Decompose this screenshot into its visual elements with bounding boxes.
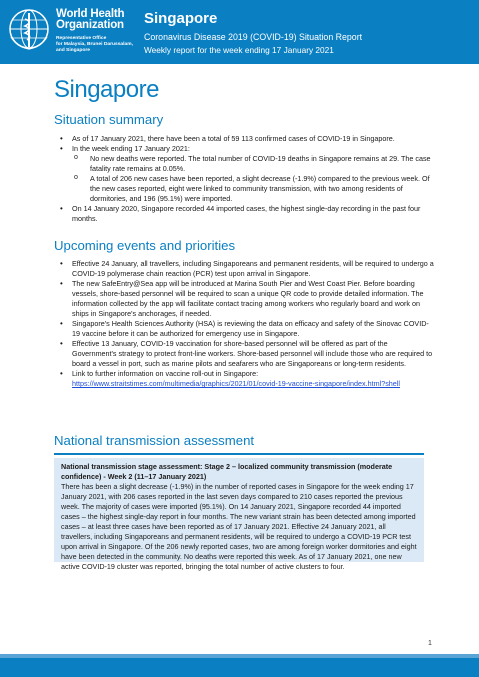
bullet-text: The new SafeEntry@Sea app will be introduced at Marina South Pier and West Coast Pier. Before boarding vessels, shore-based personnel will be required to scan a unique QR code to provide detailed information. The information collected by the app will facilitate contact tracing among workers who regularly board and work on ships in Singapore's anchorages, if needed. (72, 279, 424, 318)
sub-bullet-text: No new deaths were reported. The total number of COVID-19 deaths in Singapore remains at 29. The case fatality rate remains at 0.05%. (90, 154, 431, 173)
situation-summary-heading: Situation summary (54, 112, 164, 127)
page-title: Singapore (54, 76, 159, 103)
bullet-text: On 14 January 2020, Singapore recorded 44 imported cases, the highest single-day recording in the past four months. (72, 204, 421, 223)
list-item (54, 259, 434, 279)
list-item (54, 339, 434, 369)
list-item (54, 144, 434, 204)
bullet-text: Link to further information on vaccine roll-out in Singapore: (72, 369, 259, 378)
sub-list-item (72, 174, 434, 204)
sub-list-item (72, 154, 434, 174)
vaccine-rollout-link[interactable]: https://www.straitstimes.com/multimedia/graphics/2021/01/covid-19-vaccine-singapore/index.html?shell (72, 379, 400, 388)
situation-summary-list (54, 134, 434, 224)
upcoming-events-list (54, 259, 434, 389)
report-header (0, 0, 479, 64)
assessment-body: There has been a slight decrease (-1.9%) in the number of reported cases in Singapore for the week ending 17 January 2021, with 206 cases reported in the last seven days compared to 210 cases reported the previous week. The majority of cases were imported (95.1%). On 14 January 2021, Singapore recorded 44 imported cases – the highest single-day report in four months. The new variant strain has been detected among imported cases – at least three cases have been reported as of 17 January 2021. Effective 24 January 2021, all travellers, including Singaporeans and permanent residents, will be required to undergo a COVID-19 PCR test upon arrival in Singapore. Of the 206 newly reported cases, two are among foreign worker dormitories and eight have been detected in the community. No deaths were reported this week. As of 17 January 2021, one new active COVID-19 cluster was reported, bringing the total number of active clusters to four. (61, 482, 417, 571)
bullet-text: Effective 24 January, all travellers, including Singaporeans and permanent residents, will be required to undergo a COVID-19 polymerase chain reaction (PCR) test upon arrival in Singapore. (72, 259, 434, 278)
section-divider (54, 453, 424, 455)
page-number: 1 (428, 640, 432, 647)
who-wordmark (56, 9, 124, 31)
report-title: Coronavirus Disease 2019 (COVID-19) Situation Report (144, 32, 363, 42)
office-line1: Representative Office (56, 36, 107, 41)
transmission-assessment-box (54, 458, 424, 571)
list-item (54, 279, 434, 319)
office-line2: for Malaysia, Brunei Darussalam, (56, 42, 133, 47)
report-subtitle: Weekly report for the week ending 17 January 2021 (144, 45, 334, 55)
org-name-line1: World Health (56, 8, 125, 20)
list-item (54, 134, 434, 144)
footer-band (0, 654, 479, 658)
list-item (54, 319, 434, 339)
upcoming-events-heading: Upcoming events and priorities (54, 238, 236, 253)
assessment-heading: National transmission stage assessment: Stage 2 – localized community transmission (moderate confidence) - Week 2 (11–17 January 2021) (61, 462, 393, 481)
org-name-line2: Organization (56, 19, 124, 31)
transmission-heading: National transmission assessment (54, 433, 255, 448)
who-emblem-icon (7, 7, 51, 51)
office-line3: and Singapore (56, 48, 90, 53)
bullet-text: In the week ending 17 January 2021: (72, 144, 190, 153)
bullet-text: Effective 13 January, COVID-19 vaccination for shore-based personnel will be offered as part of the Government's strategy to protect front-line workers. Shore-based personnel will include those who are required to board a vessel in port, such as marine pilots and seafarers who are Singaporeans or long-term residents. (72, 339, 433, 368)
list-item (54, 204, 434, 224)
sub-list (72, 154, 434, 204)
header-country: Singapore (144, 10, 218, 27)
bullet-text: As of 17 January 2021, there have been a total of 59 113 confirmed cases of COVID-19 in Singapore. (72, 134, 395, 143)
office-name (56, 36, 136, 54)
list-item (54, 369, 434, 389)
bullet-text: Singapore's Health Sciences Authority (HSA) is reviewing the data on efficacy and safety of the Sinovac COVID-19 vaccine before it can be authorized for emergency use in Singapore. (72, 319, 429, 338)
sub-bullet-text: A total of 206 new cases have been reported, a slight decrease (-1.9%) compared to the previous week. Of the new cases reported, eight were linked to community transmission, with two among residents of dormitories, and 196 (95.1%) were imported. (90, 174, 430, 203)
